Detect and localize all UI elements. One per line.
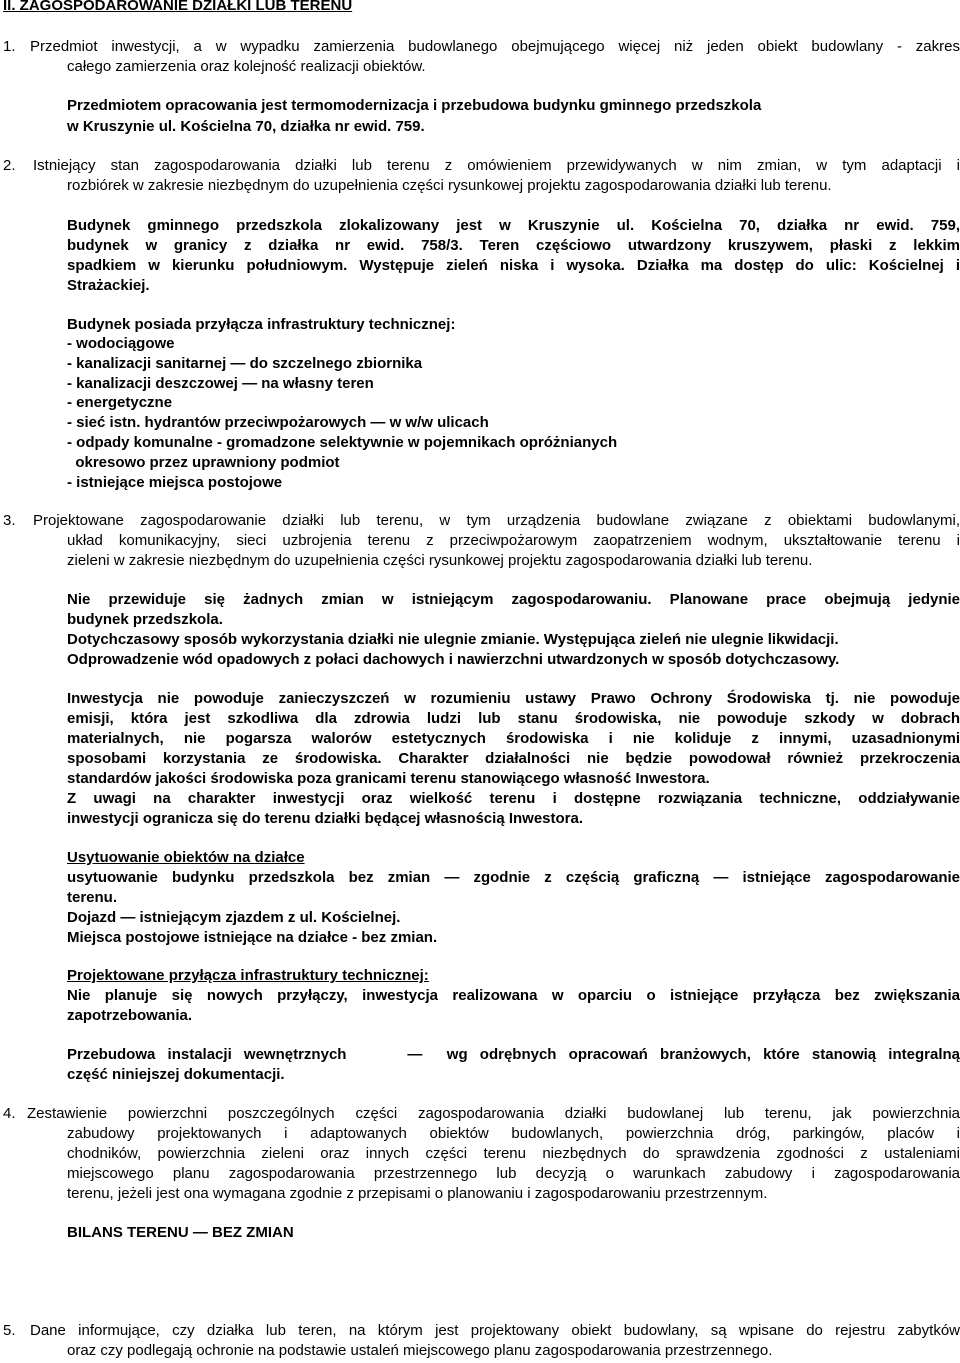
section-3-p2-line-5: standardów jakości środowiska poza granicami terenu stanowiącego własność Inwestora. xyxy=(67,770,710,787)
connections-title: Projektowane przyłącza infrastruktury technicznej: xyxy=(67,967,429,984)
section-3-p2-line-2: emisji, która jest szkodliwa dla zdrowia ludzi lub stanu środowiska, nie powoduje szkody w dobrach xyxy=(67,710,960,727)
infra-item: - odpady komunalne - gromadzone selektywnie w pojemnikach opróżnianych xyxy=(67,433,618,451)
section-1-line-1: Przedmiot inwestycji, a w wypadku zamierzenia budowlanego obejmującego więcej niż jeden obiekt budowlany - zakres xyxy=(30,38,960,55)
section-4-number: 4. xyxy=(3,1105,16,1122)
section-2-line-1: Istniejący stan zagospodarowania działki lub terenu z omówieniem przewidywanych w nim zmian, w tym adaptacji i xyxy=(33,157,960,174)
infra-item: - kanalizacji sanitarnej — do szczelnego zbiornika xyxy=(67,354,423,372)
section-5-line-2: oraz czy podlegają ochronie na podstawie ustaleń miejscowego planu zagospodarowania przestrzennego. xyxy=(67,1342,773,1359)
location-line-4: Miejsca postojowe istniejące na działce - bez zmian. xyxy=(67,929,438,946)
infra-item: - kanalizacji deszczowej — na własny teren xyxy=(67,374,374,392)
section-3-p2-line-3: materialnych, nie pogarsza walorów estetycznych środowiska i nie koliduje z innymi, uzasadnionymi xyxy=(67,730,960,747)
section-4-line-2: zabudowy projektowanych i adaptowanych obiektów budowlanych, powierzchnia dróg, parkingów, placów i xyxy=(67,1125,960,1142)
location-line-1: usytuowanie budynku przedszkola bez zmian — zgodnie z częścią graficzną — istniejące zagospodarowanie xyxy=(67,869,960,886)
section-3-p1-line-1: Nie przewiduje się żadnych zmian w istniejącym zagospodarowaniu. Planowane prace obejmują jedynie xyxy=(67,591,960,608)
section-1-number: 1. xyxy=(3,38,16,55)
infra-item: - sieć istn. hydrantów przeciwpożarowych — w w/w ulicach xyxy=(67,414,489,432)
section-2-para-line-1: Budynek gminnego przedszkola zlokalizowany jest w Kruszynie ul. Kościelna 70, działka nr ewid. 759, xyxy=(67,217,960,234)
infra-item: - wodociągowe xyxy=(67,335,175,352)
installations-line-1: Przebudowa instalacji wewnętrznych — wg odrębnych opracowań branżowych, które stanowią integralną xyxy=(67,1046,960,1063)
section-3-number: 3. xyxy=(3,512,16,529)
section-2-para-line-2: budynek w granicy z działka nr ewid. 758/3. Teren częściowo utwardzony kruszywem, płaski z lekkim xyxy=(67,237,960,254)
connections-line-2: zapotrzebowania. xyxy=(67,1007,193,1024)
installations-line-2: część niniejszej dokumentacji. xyxy=(67,1066,285,1083)
bilans-title: BILANS TERENU — BEZ ZMIAN xyxy=(67,1224,294,1241)
infra-item: - energetyczne xyxy=(67,394,173,412)
section-3-p1-line-3: Dotychczasowy sposób wykorzystania działki nie ulegnie zmianie. Występująca zieleń nie ulegnie likwidacji. xyxy=(67,631,839,648)
section-5-line-1: Dane informujące, czy działka lub teren, na którym jest projektowany obiekt budowlany, są wpisane do rejestru zabytków xyxy=(30,1322,960,1339)
section-3-p1-line-2: budynek przedszkola. xyxy=(67,611,223,628)
location-line-2: terenu. xyxy=(67,889,118,906)
section-3-line-3: zieleni w zakresie niezbędnym do uzupełnienia części rysunkowej projektu zagospodarowania działki lub terenu. xyxy=(67,552,813,569)
connections-line-1: Nie planuje się nowych przyłączy, inwestycja realizowana w oparciu o istniejące przyłącza bez zwiększania xyxy=(67,987,960,1004)
section-4-line-5: terenu, jeżeli jest ona wymagana zgodnie z przepisami o planowaniu i zagospodarowaniu przestrzennym. xyxy=(67,1185,768,1202)
section-1-bold-line-2: w Kruszynie ul. Kościelna 70, działka nr ewid. 759. xyxy=(67,118,425,135)
infra-list xyxy=(67,334,617,492)
location-title: Usytuowanie obiektów na działce xyxy=(67,849,305,866)
section-4-line-1: Zestawienie powierzchni poszczególnych części zagospodarowania działki budowlanej lub terenu, jak powierzchnia xyxy=(27,1105,960,1122)
section-3-line-1: Projektowane zagospodarowanie działki lub terenu, w tym urządzenia budowlane związane z obiektami budowlanymi, xyxy=(33,512,960,529)
section-3-p2-line-4: sposobami korzystania ze środowiska. Charakter działalności nie będzie powodował również przekroczenia xyxy=(67,750,960,767)
section-3-p2-line-7: inwestycji ogranicza się do terenu działki będącej własnością Inwestora. xyxy=(67,810,584,827)
section-3-p2-line-6: Z uwagi na charakter inwestycji oraz wielkość terenu i dostępne rozwiązania techniczne, oddziaływanie xyxy=(67,790,960,807)
section-2-para-line-3: spadkiem w kierunku południowym. Występuje zieleń niska i wysoka. Działka ma dostęp do ulic: Kościelnej i xyxy=(67,257,960,274)
section-3-line-2: układ komunikacyjny, sieci uzbrojenia terenu z przeciwpożarowym zaopatrzeniem wodnym, ukształtowanie terenu i xyxy=(67,532,960,549)
section-2-number: 2. xyxy=(3,157,16,174)
section-2-para-line-4: Strażackiej. xyxy=(67,277,150,294)
infra-title: Budynek posiada przyłącza infrastruktury technicznej: xyxy=(67,316,456,333)
location-line-3: Dojazd — istniejącym zjazdem z ul. Kościelnej. xyxy=(67,909,401,926)
section-3-p2-line-1: Inwestycja nie powoduje zanieczyszczeń w rozumieniu ustawy Prawo Ochrony Środowiska tj. nie powoduje xyxy=(67,690,960,707)
section-heading: II. ZAGOSPODAROWANIE DZIAŁKI LUB TERENU xyxy=(3,0,353,14)
section-5-number: 5. xyxy=(3,1322,16,1339)
section-3-p1-line-4: Odprowadzenie wód opadowych z połaci dachowych i nawierzchni utwardzonych w sposób dotychczasowy. xyxy=(67,651,840,668)
infra-item: - istniejące miejsca postojowe xyxy=(67,473,283,491)
section-4-line-4: miejscowego planu zagospodarowania przestrzennego lub decyzją o warunkach zabudowy i zagospodarowania xyxy=(67,1165,960,1182)
infra-item: okresowo przez uprawniony podmiot xyxy=(67,453,340,471)
section-1-bold-line-1: Przedmiotem opracowania jest termomodernizacja i przebudowa budynku gminnego przedszkola xyxy=(67,97,762,114)
section-4-line-3: chodników, powierzchnia zieleni oraz innych części terenu niezbędnych do sprawdzenia zgodności z ustaleniami xyxy=(67,1145,960,1162)
section-1-line-2: całego zamierzenia oraz kolejność realizacji obiektów. xyxy=(67,58,426,75)
section-2-line-2: rozbiórek w zakresie niezbędnym do uzupełnienia części rysunkowej projektu zagospodarowania działki lub terenu. xyxy=(67,177,832,194)
